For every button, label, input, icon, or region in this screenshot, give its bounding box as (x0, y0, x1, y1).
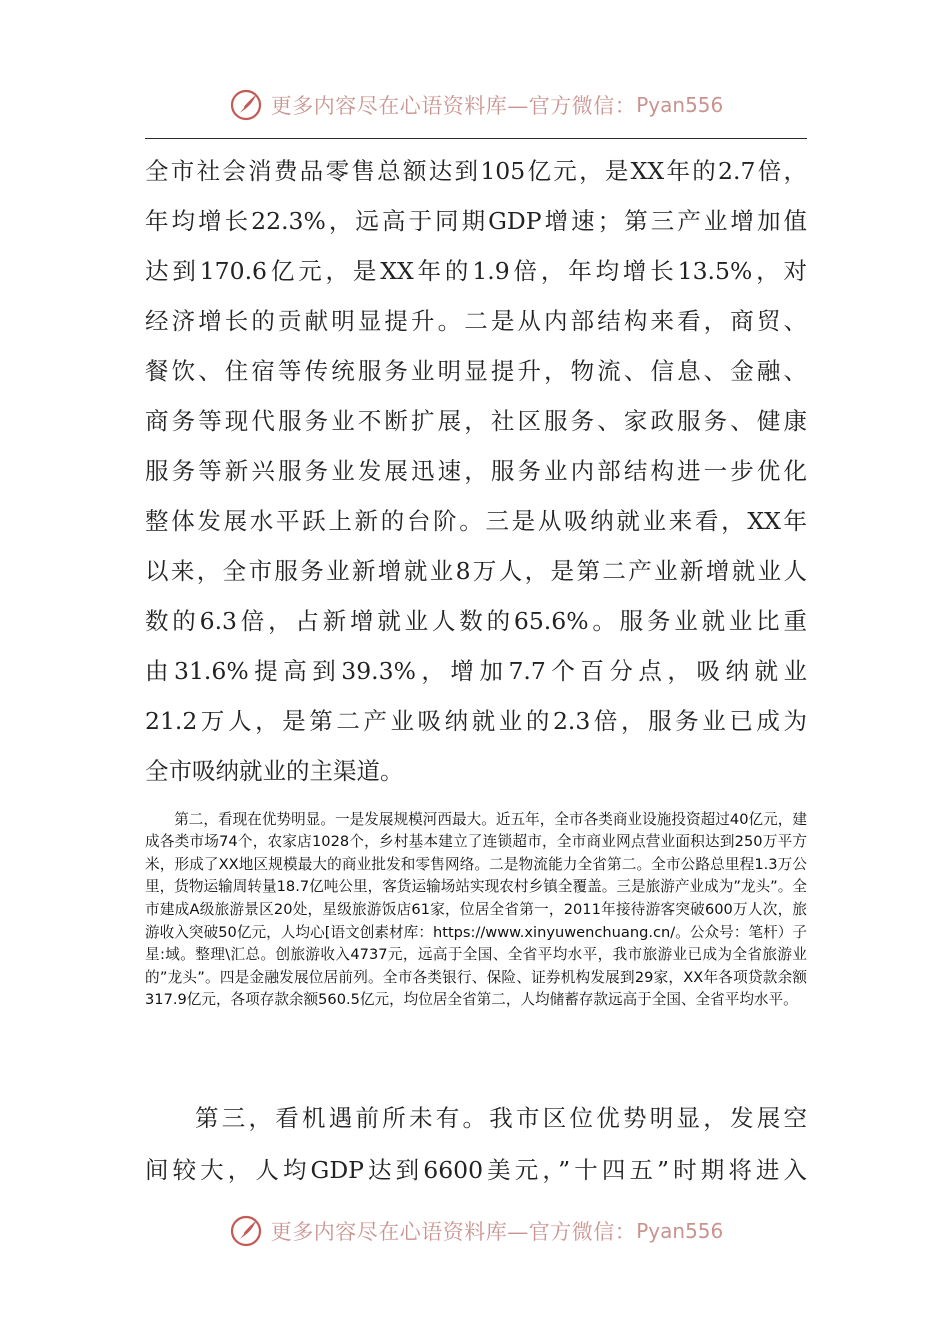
body-line: 全市吸纳就业的主渠道。 (145, 757, 404, 785)
header-divider (145, 138, 807, 139)
body-line: 由31.6%提高到39.3%，增加7.7个百分点，吸纳就业 (145, 657, 807, 685)
page-header (145, 82, 807, 128)
body-line: 达到170.6亿元，是XX年的1.9倍，年均增长13.5%，对 (145, 257, 807, 285)
quill-logo-icon (229, 88, 263, 122)
body-line: 第三，看机遇前所未有。我市区位优势明显，发展空 (195, 1104, 807, 1132)
body-line: 间较大，人均GDP达到6600美元，”十四五”时期将进入 (145, 1156, 807, 1184)
body-line: 服务等新兴服务业发展迅速，服务业内部结构进一步优化 (145, 457, 807, 485)
body-line: 21.2万人，是第二产业吸纳就业的2.3倍，服务业已成为 (145, 707, 807, 735)
footer-brand-text: 更多内容尽在心语资料库—官方微信： (270, 1220, 637, 1244)
header-wechat-id: Pyan556 (636, 93, 724, 117)
body-line: 商务等现代服务业不断扩展，社区服务、家政服务、健康 (145, 407, 807, 435)
body-line: 以来，全市服务业新增就业8万人，是第二产业新增就业人 (145, 557, 807, 585)
body-line: 全市社会消费品零售总额达到105亿元，是XX年的2.7倍， (145, 157, 807, 185)
section-one-body (145, 146, 807, 796)
footer-wechat-id: Pyan556 (636, 1219, 724, 1243)
body-line: 年均增长22.3%，远高于同期GDP增速；第三产业增加值 (145, 207, 807, 235)
quill-logo-icon (229, 1214, 263, 1248)
section-three-body (145, 1092, 807, 1196)
body-line: 整体发展水平跃上新的台阶。三是从吸纳就业来看，XX年 (145, 507, 807, 535)
body-line: 餐饮、住宿等传统服务业明显提升，物流、信息、金融、 (145, 357, 807, 385)
page-footer (145, 1208, 807, 1254)
body-line: 数的6.3倍，占新增就业人数的65.6%。服务业就业比重 (145, 607, 807, 635)
header-brand-text: 更多内容尽在心语资料库—官方微信： (270, 94, 637, 118)
section-two-paragraph: 第二，看现在优势明显。一是发展规模河西最大。近五年，全市各类商业设施投资超过40亿元，建成各类市场74个，农家店1028个，乡村基本建立了连锁超市，全市商业网点营业面积达到250万平方米，形成了XX地区规模最大的商业批发和零售网络。二是物流能力全省第二。全市公路总里程1.3万公里，货物运输周转量18.7亿吨公里，客货运输场站实现农村乡镇全覆盖。三是旅游产业成为”龙头”。全市建成A级旅游景区20处，星级旅游饭店61家，位居全省第一，2011年接待游客突破600万人次，旅游收入突破50亿元，人均心[语文创素材库：https://www.xinyuwenchuang.cn/。公众号：笔杆）子星:域。整理\汇总。创旅游收入4737元，远高于全国、全省平均水平，我市旅游业已成为全省旅游业的”龙头”。四是金融发展位居前列。全市各类银行、保险、证券机构发展到29家，XX年各项贷款余额317.9亿元，各项存款余额560.5亿元，均位居全省第二，人均储蓄存款远高于全国、全省平均水平。 (145, 810, 807, 1009)
body-line: 经济增长的贡献明显提升。二是从内部结构来看，商贸、 (145, 307, 807, 335)
